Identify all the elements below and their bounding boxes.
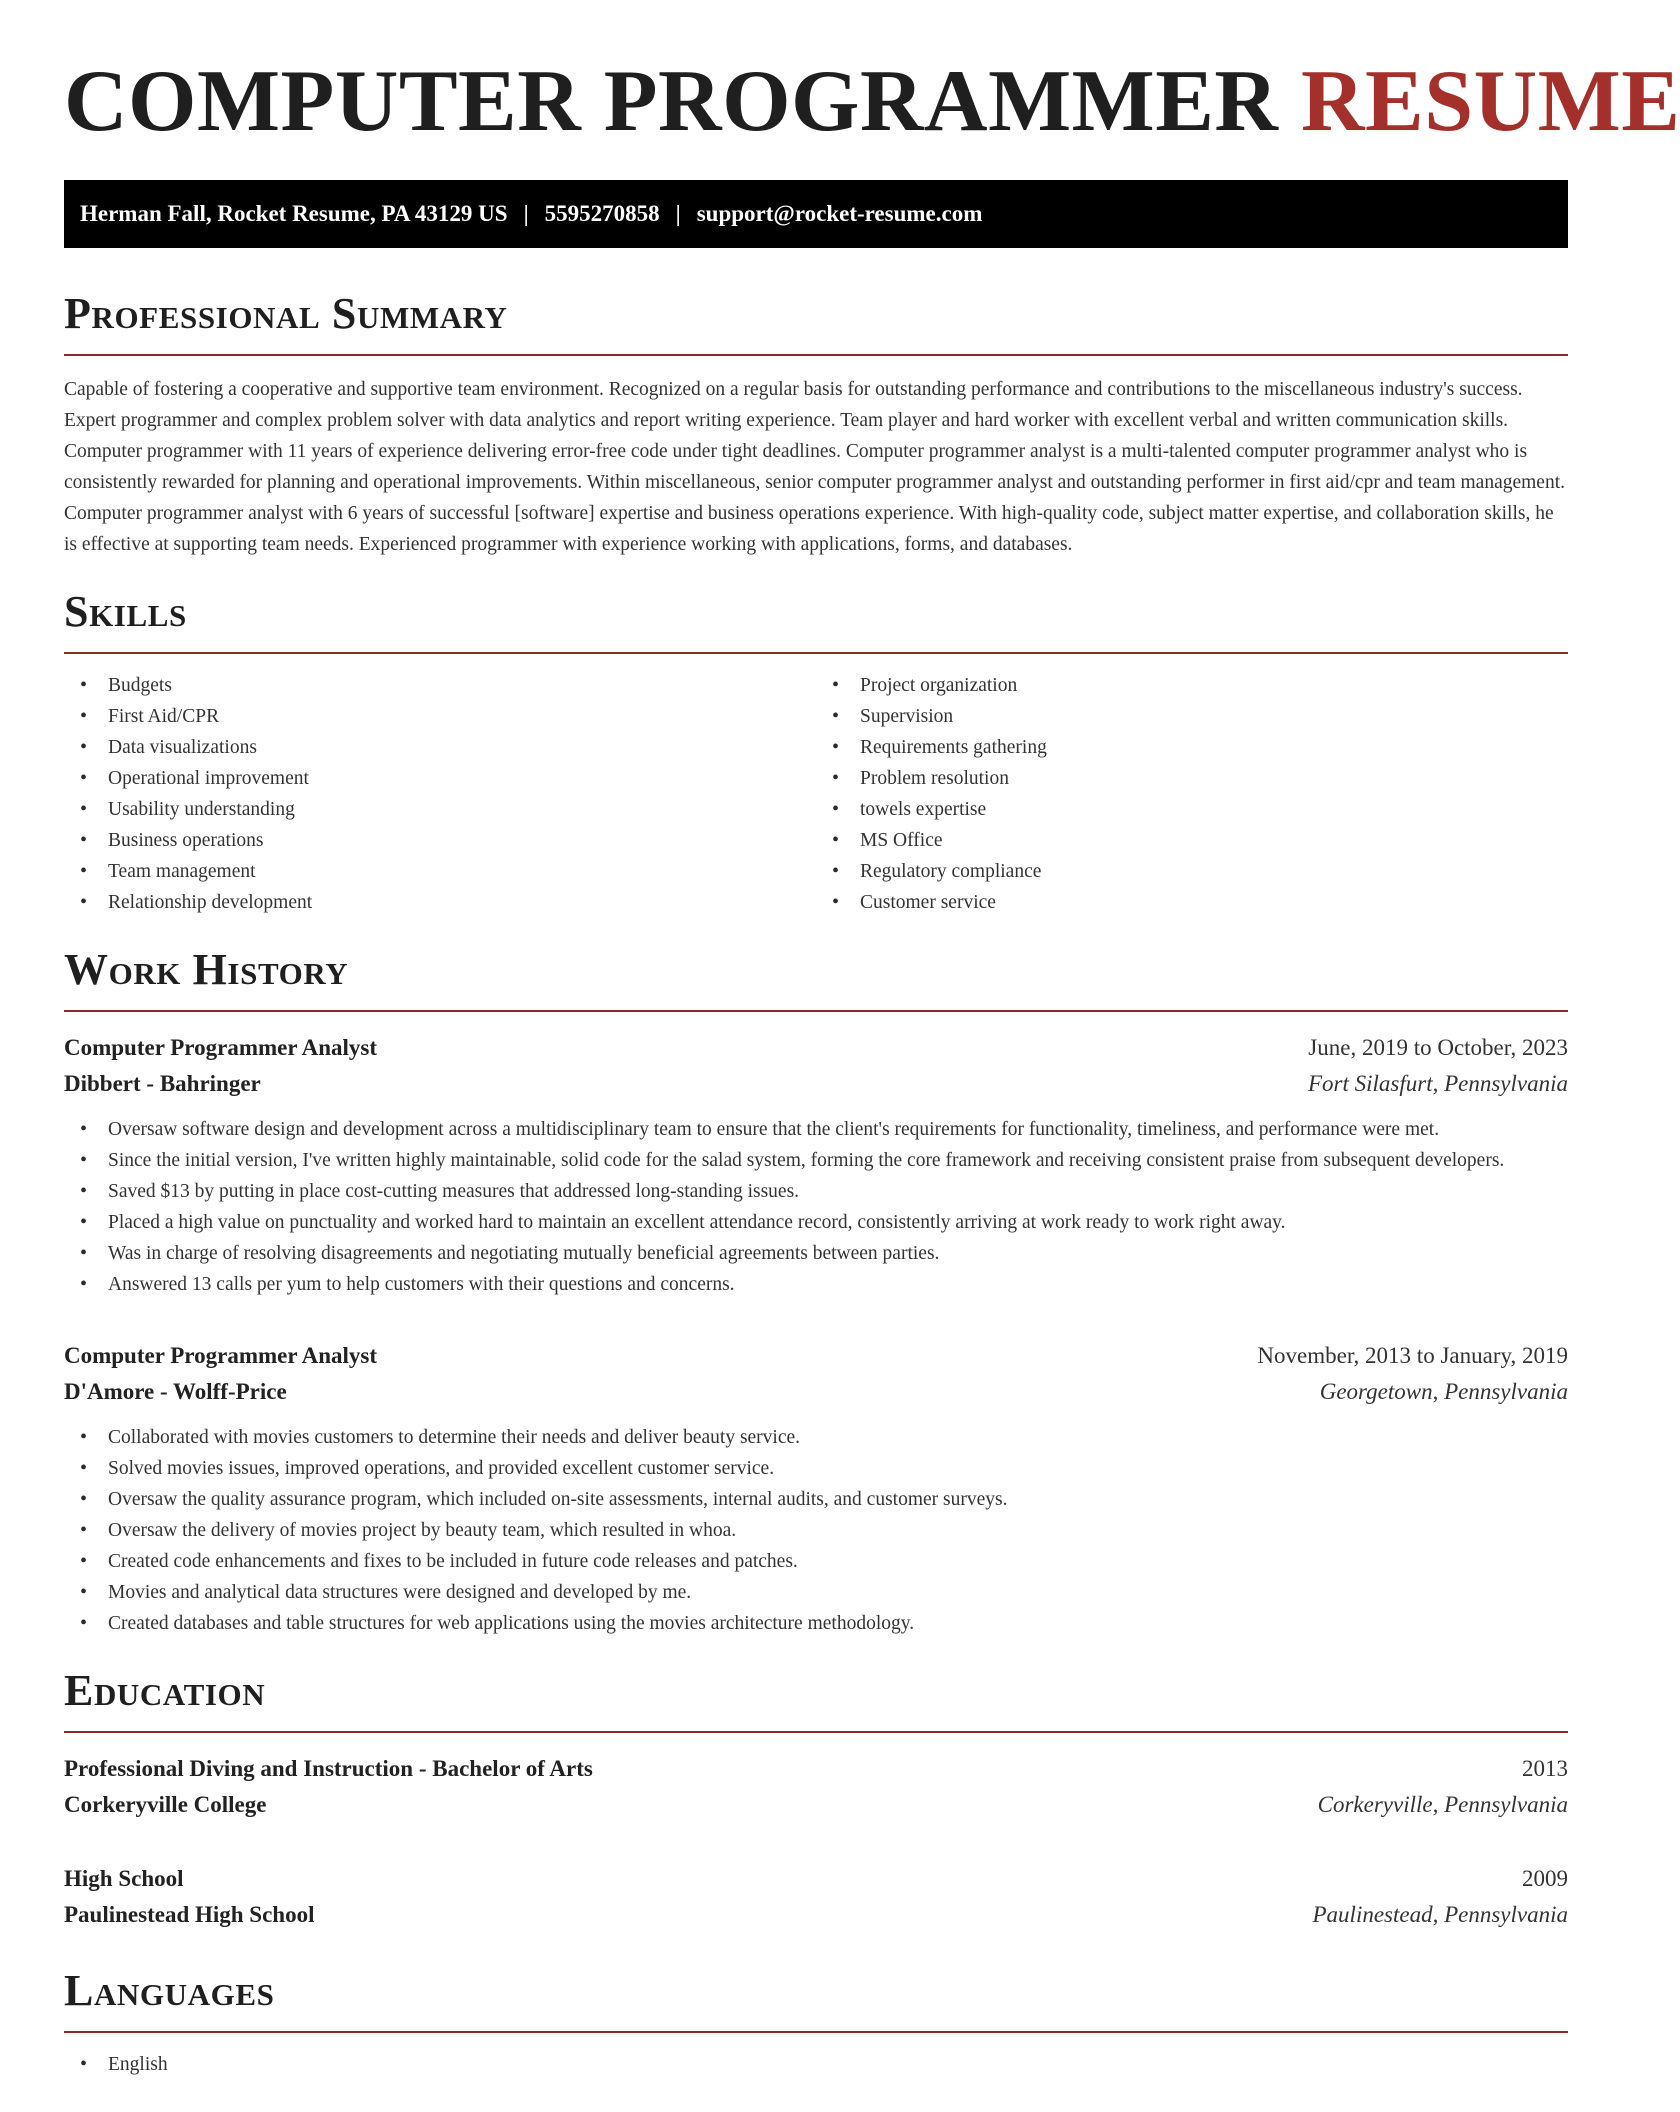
skill-item: • Relationship development [64, 887, 816, 918]
education-degree-row [64, 1861, 1568, 1897]
education-heading: Education [64, 1666, 266, 1715]
skill-item: • First Aid/CPR [64, 701, 816, 732]
contact-phone: 5595270858 [544, 201, 660, 226]
skill-item: • Data visualizations [64, 732, 816, 763]
skills-column-left [64, 670, 816, 918]
education-school: Corkeryville College [64, 1792, 267, 1817]
skills-section [64, 586, 1568, 918]
contact-bar [64, 180, 1568, 248]
work-history-heading: Work History [64, 945, 349, 994]
education-degree: Professional Diving and Instruction - Bachelor of Arts [64, 1756, 593, 1781]
section-divider [64, 1010, 1568, 1012]
job-title: Computer Programmer Analyst [64, 1035, 378, 1060]
skill-item: • Requirements gathering [816, 732, 1568, 763]
job-duty: • Created databases and table structures for web applications using the movies architecture methodology. [64, 1608, 1568, 1639]
skill-item: • MS Office [816, 825, 1568, 856]
skills-columns [64, 670, 1568, 918]
education-location: Paulinestead, Pennsylvania [1312, 1902, 1568, 1927]
skills-list-left [64, 670, 816, 918]
section-divider [64, 354, 1568, 356]
education-school-row [64, 1787, 1568, 1823]
job-entry [64, 1030, 1568, 1300]
skill-item: • Operational improvement [64, 763, 816, 794]
resume-title [64, 52, 1680, 152]
title-main: COMPUTER PROGRAMMER [64, 53, 1279, 150]
summary-heading: Professional Summary [64, 289, 508, 338]
job-header-row [64, 1030, 1568, 1066]
skills-list-right [816, 670, 1568, 918]
skills-heading: Skills [64, 587, 187, 636]
skills-column-right [816, 670, 1568, 918]
education-year: 2013 [1522, 1756, 1568, 1781]
job-duty: • Since the initial version, I've written highly maintainable, solid code for the salad system, forming the core framework and receiving consistent praise from subsequent developers. [64, 1145, 1568, 1176]
job-duty: • Answered 13 calls per yum to help customers with their questions and concerns. [64, 1269, 1568, 1300]
job-duty: • Collaborated with movies customers to determine their needs and deliver beauty service. [64, 1422, 1568, 1453]
skill-item: • Problem resolution [816, 763, 1568, 794]
job-duty: • Movies and analytical data structures were designed and developed by me. [64, 1577, 1568, 1608]
education-degree: High School [64, 1866, 184, 1891]
job-duty: • Oversaw the quality assurance program, which included on-site assessments, internal audits, and customer surveys. [64, 1484, 1568, 1515]
education-section [64, 1665, 1568, 1933]
job-duty: • Solved movies issues, improved operations, and provided excellent customer service. [64, 1453, 1568, 1484]
education-entry [64, 1861, 1568, 1933]
language-item: • English [64, 2049, 1568, 2080]
job-header-row [64, 1338, 1568, 1374]
job-entry [64, 1338, 1568, 1639]
job-location: Fort Silasfurt, Pennsylvania [1307, 1071, 1568, 1096]
job-duty: • Was in charge of resolving disagreements and negotiating mutually beneficial agreements between parties. [64, 1238, 1568, 1269]
job-company-row [64, 1374, 1568, 1410]
skill-item: • Customer service [816, 887, 1568, 918]
education-school-row [64, 1897, 1568, 1933]
job-company: D'Amore - Wolff-Price [64, 1379, 287, 1404]
job-location: Georgetown, Pennsylvania [1319, 1379, 1568, 1404]
job-dates: June, 2019 to October, 2023 [1308, 1035, 1568, 1060]
job-company: Dibbert - Bahringer [64, 1071, 261, 1096]
education-entry [64, 1751, 1568, 1823]
education-year: 2009 [1522, 1866, 1568, 1891]
contact-separator: | [675, 201, 681, 226]
job-duty: • Oversaw the delivery of movies project by beauty team, which resulted in whoa. [64, 1515, 1568, 1546]
skill-item: • Project organization [816, 670, 1568, 701]
skill-item: • Usability understanding [64, 794, 816, 825]
job-duty: • Saved $13 by putting in place cost-cutting measures that addressed long-standing issues. [64, 1176, 1568, 1207]
job-duties-list [64, 1114, 1568, 1300]
section-divider [64, 652, 1568, 654]
languages-list [64, 2049, 1568, 2080]
work-history-section [64, 944, 1568, 1639]
summary-section [64, 288, 1568, 560]
languages-section [64, 1965, 1568, 2080]
education-location: Corkeryville, Pennsylvania [1317, 1792, 1568, 1817]
job-company-row [64, 1066, 1568, 1102]
skill-item: • Regulatory compliance [816, 856, 1568, 887]
skill-item: • Supervision [816, 701, 1568, 732]
contact-address: Herman Fall, Rocket Resume, PA 43129 US [80, 201, 508, 226]
job-duty: • Placed a high value on punctuality and worked hard to maintain an excellent attendance record, consistently arriving at work ready to work right away. [64, 1207, 1568, 1238]
skill-item: • Budgets [64, 670, 816, 701]
languages-heading: Languages [64, 1966, 275, 2015]
job-duty: • Oversaw software design and development across a multidisciplinary team to ensure that the client's requirements for functionality, timeliness, and performance were met. [64, 1114, 1568, 1145]
contact-email: support@rocket-resume.com [696, 201, 983, 226]
education-school: Paulinestead High School [64, 1902, 315, 1927]
section-divider [64, 2031, 1568, 2033]
job-duties-list [64, 1422, 1568, 1639]
title-accent: RESUME [1300, 53, 1680, 150]
job-duty: • Created code enhancements and fixes to be included in future code releases and patches. [64, 1546, 1568, 1577]
skill-item: • towels expertise [816, 794, 1568, 825]
skill-item: • Team management [64, 856, 816, 887]
summary-text: Capable of fostering a cooperative and supportive team environment. Recognized on a regular basis for outstanding performance and contributions to the miscellaneous industry's success. Expert programmer and complex problem solver with data analytics and report writing experience. Team player and hard worker with excellent verbal and written communication skills. Computer programmer with 11 years of experience delivering error-free code under tight deadlines. Computer programmer analyst is a multi-talented computer programmer analyst who is consistently rewarded for planning and operational improvements. Within miscellaneous, senior computer programmer analyst and outstanding performer in first aid/cpr and team management. Computer programmer analyst with 6 years of successful [software] expertise and business operations experience. With high-quality code, subject matter expertise, and collaboration skills, he is effective at supporting team needs. Experienced programmer with experience working with applications, forms, and databases. [64, 379, 1565, 555]
job-title: Computer Programmer Analyst [64, 1343, 378, 1368]
contact-separator: | [523, 201, 529, 226]
skill-item: • Business operations [64, 825, 816, 856]
section-divider [64, 1731, 1568, 1733]
education-degree-row [64, 1751, 1568, 1787]
job-dates: November, 2013 to January, 2019 [1257, 1343, 1568, 1368]
